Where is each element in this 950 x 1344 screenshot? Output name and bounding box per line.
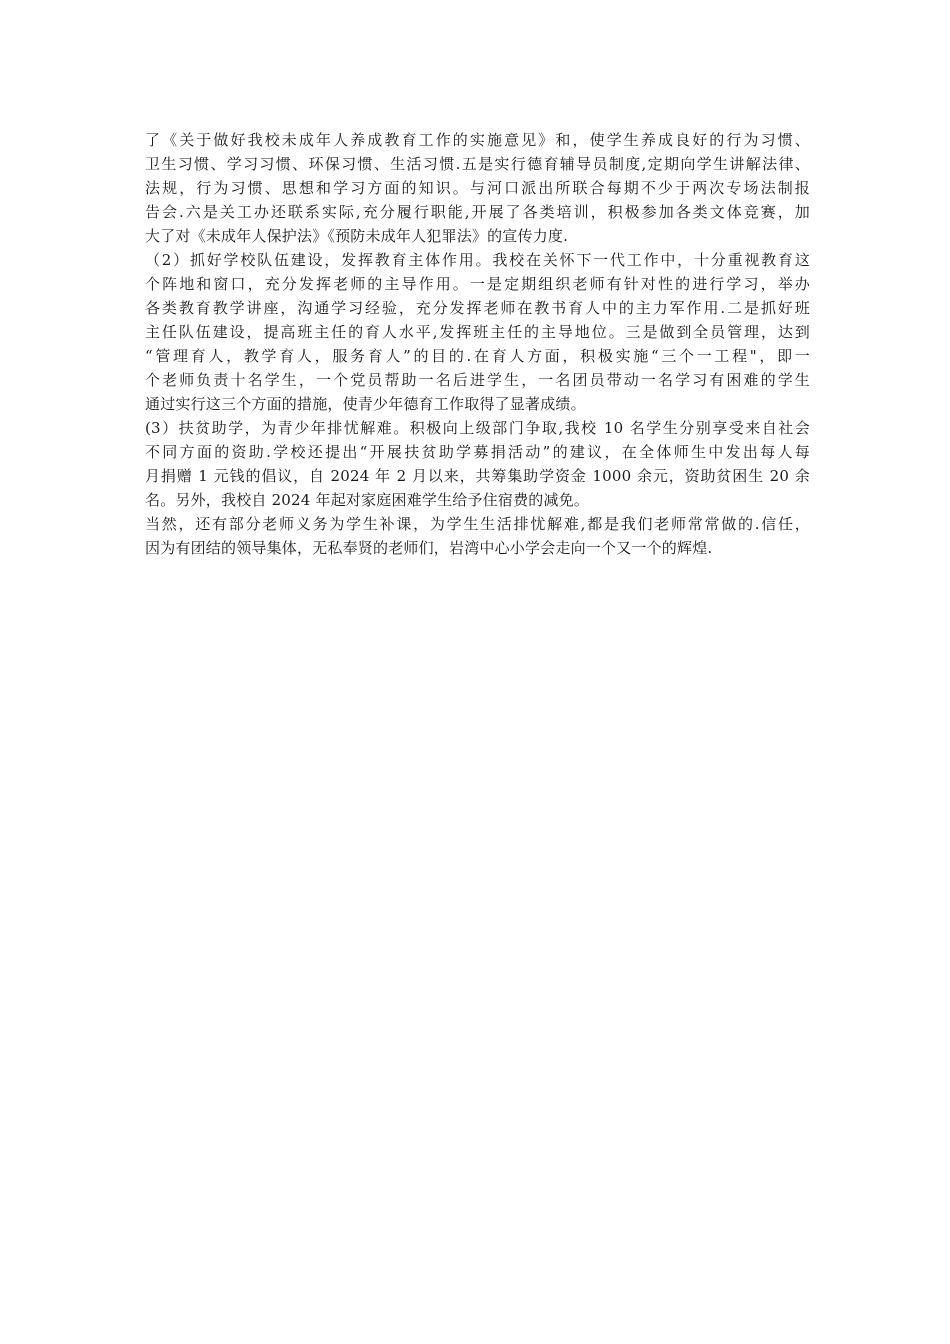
text-line: 个老师负责十名学生，一个党员帮助一名后进学生，一名团员带动一名学习有困难的学生 <box>145 371 810 389</box>
document-page <box>145 128 810 560</box>
text-line: 主任队伍建设，提高班主任的育人水平,发挥班主任的主导地位。三是做到全员管理，达到 <box>145 323 810 341</box>
text-line: 各类教育教学讲座，沟通学习经验，充分发挥老师在教书育人中的主力军作用.二是抓好班 <box>145 299 810 317</box>
text-line: 名。另外，我校自 2024 年起对家庭困难学生给予住宿费的减免。 <box>145 491 590 509</box>
text-line: 因为有团结的领导集体，无私奉贤的老师们，岩湾中心小学会走向一个又一个的辉煌. <box>145 539 713 557</box>
text-line: 个阵地和窗口，充分发挥老师的主导作用。一是定期组织老师有针对性的进行学习，举办 <box>145 275 810 293</box>
text-line: 卫生习惯、学习习惯、环保习惯、生活习惯.五是实行德育辅导员制度,定期向学生讲解法律、 <box>145 155 810 173</box>
text-line: 当然，还有部分老师义务为学生补课，为学生生活排忧解难,都是我们老师常常做的.信任， <box>145 515 810 533</box>
paragraph-conclusion <box>145 512 810 560</box>
text-line: 了《关于做好我校未成年人养成教育工作的实施意见》和，使学生养成良好的行为习惯、 <box>145 131 810 149</box>
text-line: 月捐赠 1 元钱的倡议，自 2024 年 2 月以来，共筹集助学资金 1000 余元，资助贫困生 20 余 <box>145 467 810 485</box>
text-line: (3）扶贫助学，为青少年排忧解难。积极向上级部门争取,我校 10 名学生分别享受来自社会 <box>145 419 810 437</box>
text-line: 大了对《未成年人保护法》《预防未成年人犯罪法》的宣传力度. <box>145 227 569 245</box>
paragraph-poverty-aid <box>145 416 810 512</box>
text-line: 不同方面的资助.学校还提出“开展扶贫助学募捐活动”的建议，在全体师生中发出每人每 <box>145 443 810 461</box>
text-line: 法规，行为习惯、思想和学习方面的知识。与河口派出所联合每期不少于两次专场法制报 <box>145 179 810 197</box>
text-line: 通过实行这三个方面的措施，使青少年德育工作取得了显著成绩。 <box>145 395 586 413</box>
paragraph-moral-education <box>145 128 810 248</box>
text-line: 告会.六是关工办还联系实际,充分履行职能,开展了各类培训，积极参加各类文体竞赛，加 <box>145 203 810 221</box>
paragraph-teacher-team <box>145 248 810 416</box>
text-line: （2）抓好学校队伍建设，发挥教育主体作用。我校在关怀下一代工作中，十分重视教育这 <box>145 251 810 269</box>
text-line: “管理育人，教学育人，服务育人”的目的.在育人方面，积极实施“三个一工程"，即一 <box>145 347 810 365</box>
